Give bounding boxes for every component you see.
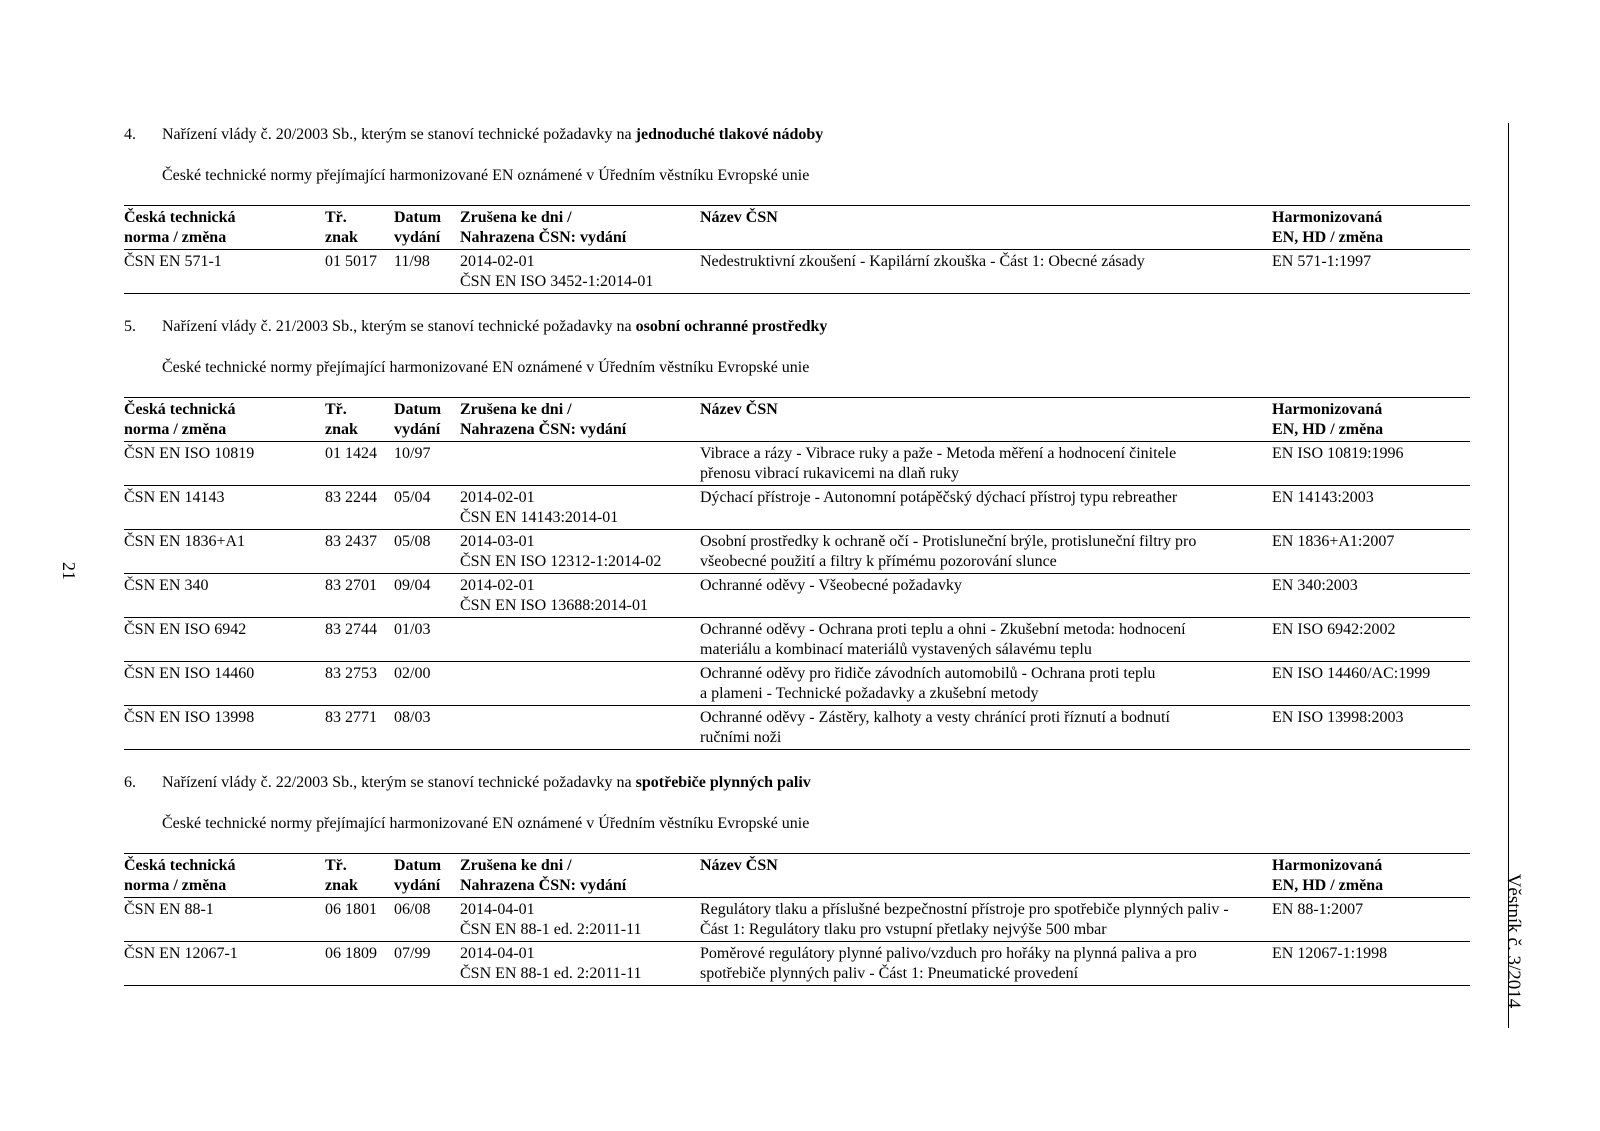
norm-cell: ČSN EN 340 xyxy=(124,574,325,618)
header-line: Zrušena ke dni / xyxy=(460,401,572,418)
cancelled-cell-line: 2014-04-01 xyxy=(460,901,535,918)
header-line: Harmonizovaná xyxy=(1272,857,1383,874)
header-line: vydání xyxy=(394,877,441,894)
norm-cell: ČSN EN 1836+A1 xyxy=(124,530,325,574)
norm-name-cell xyxy=(700,530,1272,574)
issue-date-cell: 10/97 xyxy=(394,442,460,486)
header-line: Nahrazena ČSN: vydání xyxy=(460,421,627,438)
harmonized-cell: EN ISO 14460/AC:1999 xyxy=(1272,662,1470,706)
section-1 xyxy=(124,125,1470,294)
cancelled-cell xyxy=(460,530,700,574)
table-row xyxy=(124,574,1470,618)
norm-name-cell-line: Ochranné oděvy - Všeobecné požadavky xyxy=(700,577,962,594)
norm-name-cell xyxy=(700,706,1272,750)
norm-cell: ČSN EN 88-1 xyxy=(124,898,325,942)
norms-table xyxy=(124,853,1470,986)
cancelled-cell-line: ČSN EN ISO 13688:2014-01 xyxy=(460,597,649,614)
issue-date-cell: 02/00 xyxy=(394,662,460,706)
header-line: Tř. xyxy=(325,401,347,418)
header-harmonized xyxy=(1272,854,1470,898)
header-norm xyxy=(124,854,325,898)
header-line: Datum xyxy=(394,209,442,226)
class-code-cell: 01 5017 xyxy=(325,250,394,294)
header-line: EN, HD / změna xyxy=(1272,877,1384,894)
header-line: vydání xyxy=(394,229,441,246)
header-line: Česká technická xyxy=(124,209,236,226)
header-line xyxy=(700,228,1272,248)
header-tr xyxy=(325,206,394,250)
header-cancelled xyxy=(460,206,700,250)
section-title xyxy=(124,773,1470,792)
issue-date-cell: 05/08 xyxy=(394,530,460,574)
norm-cell: ČSN EN ISO 6942 xyxy=(124,618,325,662)
norm-name-cell xyxy=(700,662,1272,706)
section-subtitle: České technické normy přejímající harmonizované EN oznámené v Úředním věstníku Evropské unie xyxy=(162,359,810,376)
header-line: Nahrazena ČSN: vydání xyxy=(460,229,627,246)
header-line: Harmonizovaná xyxy=(1272,209,1383,226)
table-row xyxy=(124,942,1470,986)
header-line: vydání xyxy=(394,421,441,438)
norms-table xyxy=(124,205,1470,294)
header-date xyxy=(394,398,460,442)
table-header-row xyxy=(124,206,1470,250)
class-code-cell: 83 2437 xyxy=(325,530,394,574)
header-line: Zrušena ke dni / xyxy=(460,857,572,874)
harmonized-cell: EN 1836+A1:2007 xyxy=(1272,530,1470,574)
header-harmonized xyxy=(1272,206,1470,250)
section-subtitle: České technické normy přejímající harmonizované EN oznámené v Úředním věstníku Evropské unie xyxy=(162,815,810,832)
header-name xyxy=(700,206,1272,250)
norm-cell: ČSN EN ISO 10819 xyxy=(124,442,325,486)
section-title-prefix: Nařízení vlády č. 22/2003 Sb., kterým se stanoví technické požadavky na xyxy=(162,774,636,791)
class-code-cell: 01 1424 xyxy=(325,442,394,486)
norm-name-cell-line: a plameni - Technické požadavky a zkušební metody xyxy=(700,685,1039,702)
harmonized-cell: EN ISO 10819:1996 xyxy=(1272,442,1470,486)
cancelled-cell-line: ČSN EN 14143:2014-01 xyxy=(460,509,619,526)
harmonized-cell: EN 340:2003 xyxy=(1272,574,1470,618)
header-name xyxy=(700,398,1272,442)
page-number: 21 xyxy=(59,562,79,580)
norm-name-cell-line: přenosu vibrací rukavicemi na dlaň ruky xyxy=(700,465,960,482)
section-title-subject: spotřebiče plynných paliv xyxy=(635,774,811,791)
issue-date-cell: 05/04 xyxy=(394,486,460,530)
norm-name-cell xyxy=(700,442,1272,486)
harmonized-cell: EN 12067-1:1998 xyxy=(1272,942,1470,986)
table-header-row xyxy=(124,854,1470,898)
header-norm xyxy=(124,206,325,250)
cancelled-cell-line: 2014-02-01 xyxy=(460,489,535,506)
cancelled-cell xyxy=(460,486,700,530)
norm-cell: ČSN EN 571-1 xyxy=(124,250,325,294)
harmonized-cell: EN 14143:2003 xyxy=(1272,486,1470,530)
class-code-cell: 83 2244 xyxy=(325,486,394,530)
class-code-cell: 06 1809 xyxy=(325,942,394,986)
section-title xyxy=(124,317,1470,336)
header-date xyxy=(394,206,460,250)
harmonized-cell: EN ISO 13998:2003 xyxy=(1272,706,1470,750)
norm-name-cell-line: ručními noži xyxy=(700,729,782,746)
header-line: znak xyxy=(325,229,358,246)
section-number: 4. xyxy=(124,126,136,143)
header-line: EN, HD / změna xyxy=(1272,229,1384,246)
cancelled-cell-line: ČSN EN ISO 12312-1:2014-02 xyxy=(460,553,662,570)
section-number: 6. xyxy=(124,774,136,791)
header-name xyxy=(700,854,1272,898)
header-line: Tř. xyxy=(325,857,347,874)
issue-date-cell: 01/03 xyxy=(394,618,460,662)
section-title xyxy=(124,125,1470,144)
cancelled-cell xyxy=(460,574,700,618)
harmonized-cell: EN 571-1:1997 xyxy=(1272,250,1470,294)
norm-name-cell-line: Regulátory tlaku a příslušné bezpečnostní přístroje pro spotřebiče plynných paliv - xyxy=(700,901,1229,918)
table-row xyxy=(124,618,1470,662)
cancelled-cell xyxy=(460,250,700,294)
norm-name-cell-line: Vibrace a rázy - Vibrace ruky a paže - Metoda měření a hodnocení činitele xyxy=(700,445,1177,462)
header-cancelled xyxy=(460,854,700,898)
section-title-text xyxy=(162,125,823,144)
cancelled-cell-line: 2014-02-01 xyxy=(460,253,535,270)
harmonized-cell: EN ISO 6942:2002 xyxy=(1272,618,1470,662)
class-code-cell: 06 1801 xyxy=(325,898,394,942)
class-code-cell: 83 2744 xyxy=(325,618,394,662)
cancelled-cell xyxy=(460,442,700,486)
norm-name-cell-line: Poměrové regulátory plynné palivo/vzduch pro hořáky na plynná paliva a pro xyxy=(700,945,1197,962)
header-line: Česká technická xyxy=(124,857,236,874)
issue-date-cell: 08/03 xyxy=(394,706,460,750)
norm-name-cell-line: Dýchací přístroje - Autonomní potápěčský dýchací přístroj typu rebreather xyxy=(700,489,1178,506)
header-line xyxy=(700,876,1272,896)
norm-cell: ČSN EN 14143 xyxy=(124,486,325,530)
table-row xyxy=(124,250,1470,294)
issue-date-cell: 07/99 xyxy=(394,942,460,986)
table-row xyxy=(124,662,1470,706)
cancelled-cell-line: ČSN EN ISO 3452-1:2014-01 xyxy=(460,273,654,290)
norm-name-cell-line: Část 1: Regulátory tlaku pro vstupní přetlaky nejvýše 500 mbar xyxy=(700,921,1107,938)
norm-name-cell-line: Ochranné oděvy pro řidiče závodních automobilů - Ochrana proti teplu xyxy=(700,665,1156,682)
issue-date-cell: 11/98 xyxy=(394,250,460,294)
norm-name-cell xyxy=(700,942,1272,986)
norm-name-cell xyxy=(700,898,1272,942)
norm-name-cell-line: Ochranné oděvy - Zástěry, kalhoty a vesty chránící proti říznutí a bodnutí xyxy=(700,709,1170,726)
table-row xyxy=(124,442,1470,486)
header-line: Česká technická xyxy=(124,401,236,418)
norm-name-cell-line: materiálu a kombinací materiálů vystavených sálavému teplu xyxy=(700,641,1092,658)
table-row xyxy=(124,530,1470,574)
header-line: Datum xyxy=(394,401,442,418)
header-line: Harmonizovaná xyxy=(1272,401,1383,418)
section-number: 5. xyxy=(124,318,136,335)
class-code-cell: 83 2753 xyxy=(325,662,394,706)
header-line xyxy=(700,420,1272,440)
header-line: EN, HD / změna xyxy=(1272,421,1384,438)
header-line: Nahrazena ČSN: vydání xyxy=(460,877,627,894)
cancelled-cell xyxy=(460,706,700,750)
cancelled-cell-line: 2014-04-01 xyxy=(460,945,535,962)
class-code-cell: 83 2701 xyxy=(325,574,394,618)
header-line: Tř. xyxy=(325,209,347,226)
header-line: Zrušena ke dni / xyxy=(460,209,572,226)
section-title-prefix: Nařízení vlády č. 20/2003 Sb., kterým se stanoví technické požadavky na xyxy=(162,126,636,143)
cancelled-cell xyxy=(460,662,700,706)
cancelled-cell xyxy=(460,942,700,986)
section-title-text xyxy=(162,773,811,792)
norm-name-cell xyxy=(700,486,1272,530)
header-line: Datum xyxy=(394,857,442,874)
cancelled-cell-line: 2014-02-01 xyxy=(460,577,535,594)
cancelled-cell-line: ČSN EN 88-1 ed. 2:2011-11 xyxy=(460,965,642,982)
cancelled-cell-line: ČSN EN 88-1 ed. 2:2011-11 xyxy=(460,921,642,938)
norm-cell: ČSN EN ISO 14460 xyxy=(124,662,325,706)
norms-table xyxy=(124,397,1470,750)
norm-name-cell xyxy=(700,574,1272,618)
header-tr xyxy=(325,398,394,442)
norm-name-cell-line: všeobecné použití a filtry k přímému pozorování slunce xyxy=(700,553,1057,570)
norm-name-cell-line: Osobní prostředky k ochraně očí - Protisluneční brýle, protisluneční filtry pro xyxy=(700,533,1197,550)
issue-date-cell: 06/08 xyxy=(394,898,460,942)
cancelled-cell xyxy=(460,618,700,662)
section-title-subject: jednoduché tlakové nádoby xyxy=(635,126,824,143)
header-line: norma / změna xyxy=(124,229,227,246)
norm-name-cell-line: Ochranné oděvy - Ochrana proti teplu a ohni - Zkušební metoda: hodnocení xyxy=(700,621,1186,638)
header-line: Název ČSN xyxy=(700,209,778,226)
cancelled-cell-line: 2014-03-01 xyxy=(460,533,535,550)
document-content xyxy=(124,125,1470,1009)
header-line: znak xyxy=(325,421,358,438)
table-header-row xyxy=(124,398,1470,442)
table-row xyxy=(124,898,1470,942)
norm-cell: ČSN EN 12067-1 xyxy=(124,942,325,986)
norm-name-cell xyxy=(700,250,1272,294)
header-line: norma / změna xyxy=(124,421,227,438)
header-tr xyxy=(325,854,394,898)
norm-name-cell-line: Nedestruktivní zkoušení - Kapilární zkouška - Část 1: Obecné zásady xyxy=(700,253,1145,270)
header-harmonized xyxy=(1272,398,1470,442)
cancelled-cell xyxy=(460,898,700,942)
norm-name-cell-line: spotřebiče plynných paliv - Část 1: Pneumatické provedení xyxy=(700,965,1079,982)
section-2 xyxy=(124,317,1470,750)
header-line: znak xyxy=(325,877,358,894)
journal-label: Věstník č. 3/2014 xyxy=(1503,873,1524,1009)
section-title-prefix: Nařízení vlády č. 21/2003 Sb., kterým se stanoví technické požadavky na xyxy=(162,318,636,335)
header-cancelled xyxy=(460,398,700,442)
header-line: Název ČSN xyxy=(700,857,778,874)
table-row xyxy=(124,486,1470,530)
norm-cell: ČSN EN ISO 13998 xyxy=(124,706,325,750)
header-date xyxy=(394,854,460,898)
section-title-subject: osobní ochranné prostředky xyxy=(635,318,828,335)
header-line: norma / změna xyxy=(124,877,227,894)
header-line: Název ČSN xyxy=(700,401,778,418)
section-3 xyxy=(124,773,1470,986)
norm-name-cell xyxy=(700,618,1272,662)
table-row xyxy=(124,706,1470,750)
harmonized-cell: EN 88-1:2007 xyxy=(1272,898,1470,942)
class-code-cell: 83 2771 xyxy=(325,706,394,750)
section-title-text xyxy=(162,317,827,336)
section-subtitle: České technické normy přejímající harmonizované EN oznámené v Úředním věstníku Evropské unie xyxy=(162,167,810,184)
issue-date-cell: 09/04 xyxy=(394,574,460,618)
header-norm xyxy=(124,398,325,442)
